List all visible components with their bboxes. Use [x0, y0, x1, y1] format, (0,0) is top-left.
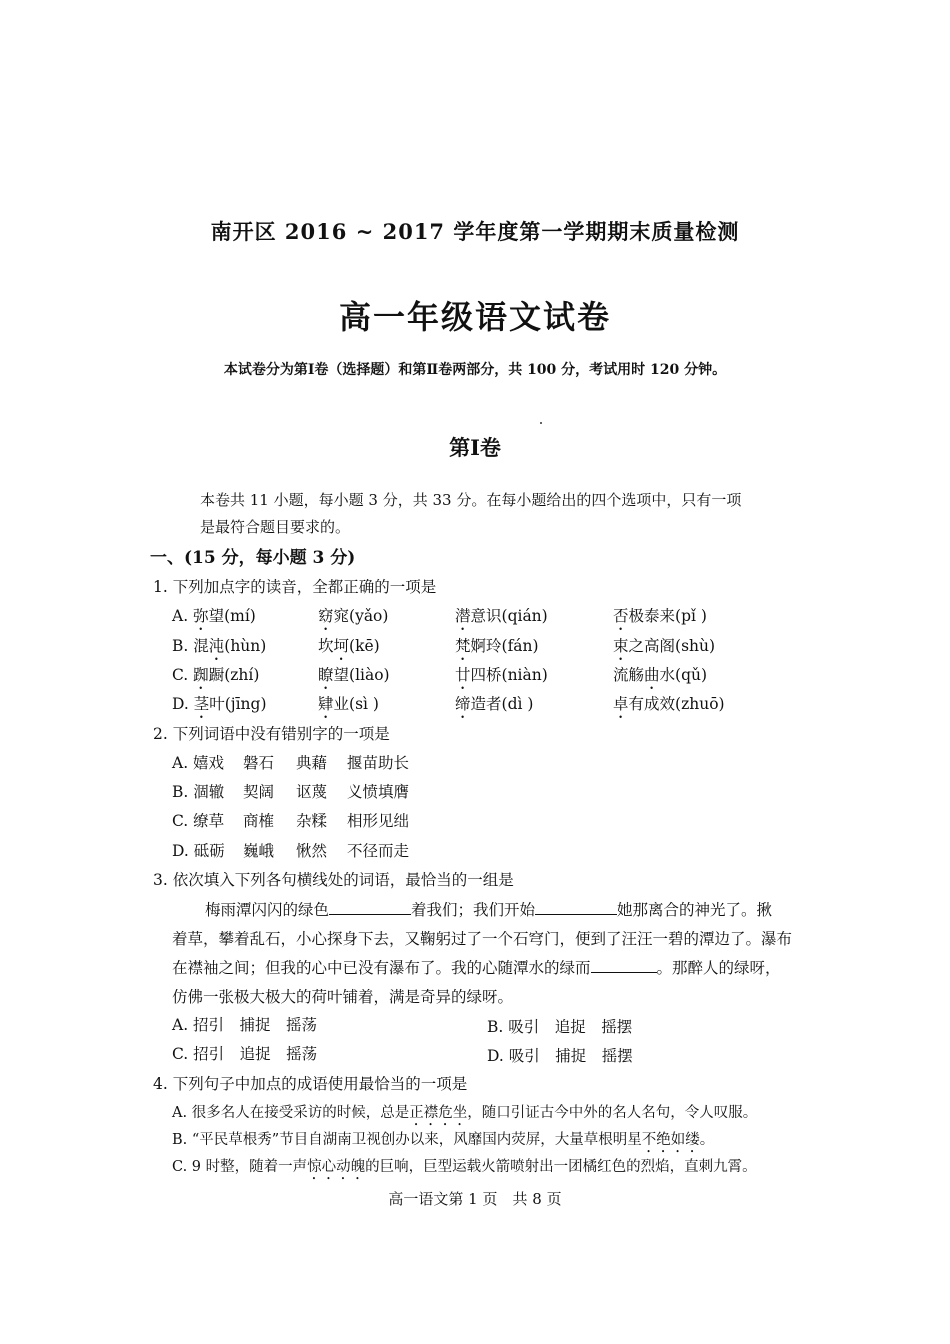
q2-option-d1: D. 砥砺 — [172, 842, 225, 860]
q4-option-text: C. 9 时整，随着一声 — [172, 1159, 308, 1175]
q2-option-b2: 契阔 — [243, 783, 275, 801]
q2-option-b3: 讴蔑 — [296, 783, 328, 801]
q2-option-a2: 磐石 — [243, 754, 275, 772]
exam-title: 南开区 2016 ~ 2017 学年度第一学期期末质量检测 — [210, 219, 740, 244]
q2-option-d4: 不径而走 — [347, 842, 410, 860]
q1-option-b1: B. 混沌(hùn) — [172, 637, 267, 655]
volume-note — [200, 487, 820, 541]
question-1-stem: 1. 下列加点字的读音，全都正确的一项是 — [153, 578, 437, 596]
volume-note-line: 本卷共 11 小题，每小题 3 分，共 33 分。在每小题给出的四个选项中，只有一项 — [200, 491, 742, 509]
volume-note-line: 是最符合题目要求的。 — [200, 518, 351, 536]
q1-option-b4: 束之高阁(shù) — [613, 637, 716, 655]
q1-option-d2: 肄业(sì ) — [318, 695, 379, 713]
section-heading: 一、(15 分，每小题 3 分) — [150, 548, 356, 568]
q2-option-a4: 揠苗助长 — [347, 754, 410, 772]
q1-option-a2: 窈窕(yǎo) — [318, 607, 389, 625]
q3-blank-1 — [329, 900, 411, 915]
q4-option-c — [172, 1155, 757, 1183]
q4-option-text: 的巨响，巨型运载火箭喷射出一团橘红色的烈焰，直刺九霄。 — [365, 1159, 757, 1175]
q1-option-b3: 梵婀玲(fán) — [455, 637, 539, 655]
q3-option-c: C. 招引 追捉 摇荡 — [172, 1045, 318, 1063]
q1-option-c2: 瞭望(liào) — [318, 666, 390, 684]
q3-passage-text: 着我们；我们开始 — [411, 901, 536, 919]
q1-option-a4: 否极泰来(pǐ ) — [613, 607, 707, 625]
q2-option-a1: A. 嬉戏 — [172, 754, 225, 772]
q1-option-c3: 廿四桥(niàn) — [455, 666, 548, 684]
q2-option-b4: 义愤填膺 — [347, 783, 410, 801]
page-footer: 高一语文第 1 页 共 8 页 — [388, 1190, 562, 1208]
q4-option-a — [172, 1101, 757, 1129]
q3-passage-line: 着草，攀着乱石，小心探身下去，又鞠躬过了一个石穹门，便到了汪汪一碧的潭边了。瀑布 — [172, 930, 793, 948]
q2-option-d3: 愀然 — [296, 842, 328, 860]
q3-passage-text: 她那离合的神光了。揪 — [617, 901, 773, 919]
q4-option-text: A. 很多名人在接受采访的时候，总是 — [172, 1105, 410, 1121]
q3-option-b: B. 吸引 追捉 摇摆 — [487, 1018, 633, 1036]
q4-dotted-idiom: 不绝如缕 — [641, 1132, 700, 1148]
q1-option-d3: 缔造者(dì ) — [455, 695, 534, 713]
q2-option-d2: 巍峨 — [243, 842, 275, 860]
q4-option-b — [172, 1128, 714, 1156]
q4-dotted-idiom: 惊心动魄 — [307, 1159, 366, 1175]
q3-blank-3 — [591, 958, 657, 973]
exam-intro: 本试卷分为第Ⅰ卷（选择题）和第Ⅱ卷两部分，共 100 分，考试用时 120 分钟。 — [223, 362, 727, 378]
q3-passage-text: 。那醉人的绿呀， — [656, 959, 781, 977]
q3-blank-2 — [535, 900, 617, 915]
q1-option-c4: 流觞曲水(qǔ) — [613, 666, 708, 684]
q1-option-d1: D. 茎叶(jīng) — [172, 695, 267, 713]
q3-passage-line — [205, 898, 772, 920]
q4-option-text: B. “平民草根秀”节目自湖南卫视创办以来，风靡国内荧屏，大量草根明星 — [172, 1132, 642, 1148]
q2-option-c1: C. 缭草 — [172, 812, 225, 830]
q1-option-a1: A. 弥望(mí) — [172, 607, 256, 625]
q3-option-a: A. 招引 捕捉 摇荡 — [172, 1016, 318, 1034]
q2-option-c4: 相形见绌 — [347, 812, 410, 830]
q2-option-c3: 杂糅 — [296, 812, 328, 830]
q1-option-c1: C. 踟蹰(zhí) — [172, 666, 260, 684]
question-3-stem: 3. 依次填入下列各句横线处的词语，最恰当的一组是 — [153, 871, 514, 889]
q1-option-d4: 卓有成效(zhuō) — [613, 695, 725, 713]
q3-passage-line — [172, 956, 781, 978]
question-2-stem: 2. 下列词语中没有错别字的一项是 — [153, 725, 390, 743]
q1-option-b2: 坎坷(kē) — [318, 637, 380, 655]
q4-option-text: ，随口引证古今中外的名人名句，令人叹服。 — [467, 1105, 758, 1121]
q1-option-a3: 潜意识(qián) — [455, 607, 548, 625]
q4-dotted-idiom: 正襟危坐 — [409, 1105, 468, 1121]
q4-option-text: 。 — [699, 1132, 715, 1148]
scan-speck — [540, 422, 542, 424]
q3-passage-text: 在襟袖之间；但我的心中已没有瀑布了。我的心随潭水的绿而 — [172, 959, 591, 977]
q3-passage-line: 仿佛一张极大极大的荷叶铺着，满是奇异的绿呀。 — [172, 988, 514, 1006]
q2-option-a3: 典藉 — [296, 754, 328, 772]
question-4-stem: 4. 下列句子中加点的成语使用最恰当的一项是 — [153, 1075, 468, 1093]
q3-option-d: D. 吸引 捕捉 摇摆 — [487, 1047, 633, 1065]
q2-option-b1: B. 涸辙 — [172, 783, 225, 801]
volume-title: 第Ⅰ卷 — [449, 435, 501, 460]
exam-subtitle: 高一年级语文试卷 — [338, 298, 611, 336]
q3-passage-text: 梅雨潭闪闪的绿色 — [205, 901, 330, 919]
q2-option-c2: 商榷 — [243, 812, 275, 830]
